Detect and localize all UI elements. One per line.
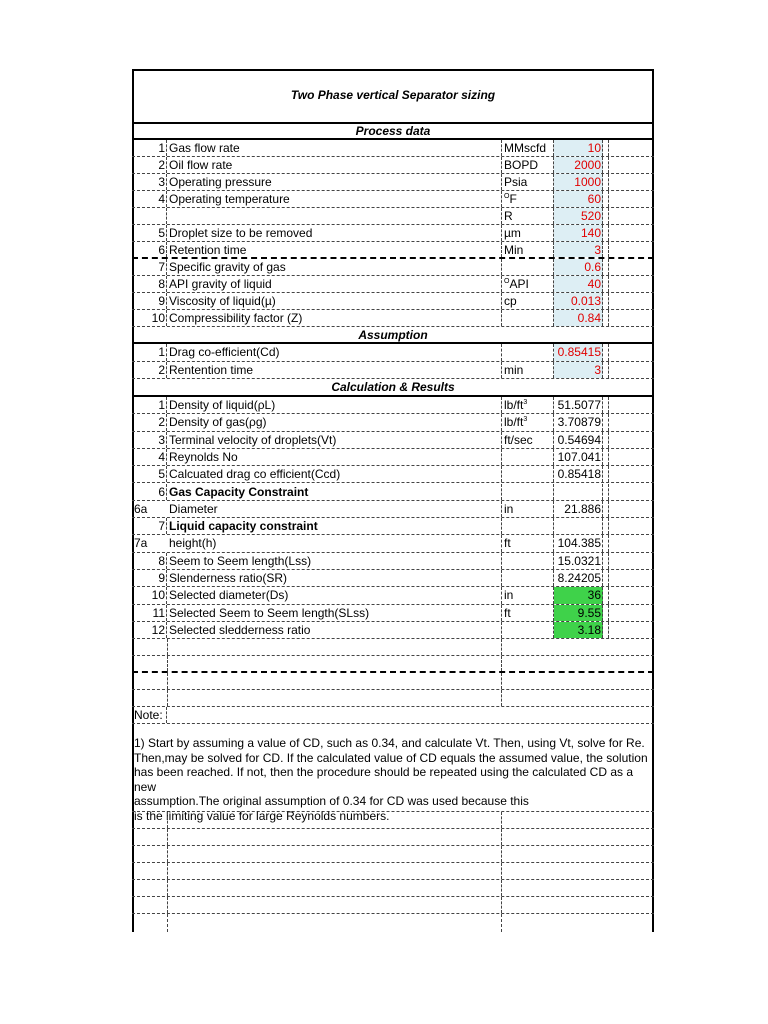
cell-spacer xyxy=(603,535,609,551)
row-value: 15.0321 xyxy=(554,553,603,569)
row-description: Operating pressure xyxy=(167,174,502,190)
row-number: 6a xyxy=(134,501,148,516)
row-description: Liquid capacity constraint xyxy=(167,518,502,534)
row-value: 10 xyxy=(554,140,603,156)
row-description: Selected Seem to Seem length(SLss) xyxy=(167,605,502,621)
title-row xyxy=(132,71,654,124)
row-unit xyxy=(502,362,554,379)
row-unit xyxy=(502,344,554,361)
cell-spacer xyxy=(603,518,609,534)
cell-spacer xyxy=(603,362,609,379)
row-description: Retention time xyxy=(167,242,502,257)
row-number: 10 xyxy=(134,310,167,326)
table-row xyxy=(132,225,654,242)
table-row xyxy=(132,259,654,276)
table-row xyxy=(132,432,654,449)
row-unit xyxy=(502,587,554,603)
empty-row xyxy=(132,880,654,897)
table-row xyxy=(132,466,654,483)
cell-spacer xyxy=(603,225,609,241)
row-unit xyxy=(502,466,554,482)
cell-spacer xyxy=(603,242,609,257)
row-value: 21.886 xyxy=(554,501,603,517)
row-value: 2000 xyxy=(554,157,603,173)
unit-text: Psia xyxy=(504,175,528,189)
row-description: Terminal velocity of droplets(Vt) xyxy=(167,432,502,448)
row-description: Seem to Seem length(Lss) xyxy=(167,553,502,569)
cell-spacer xyxy=(603,276,609,292)
row-unit xyxy=(502,518,554,534)
row-number: 1 xyxy=(134,140,167,156)
row-value: 520 xyxy=(554,208,603,224)
assumption-heading: Assumption xyxy=(358,328,428,342)
row-value: 0.6 xyxy=(554,259,603,275)
row-number: 10 xyxy=(134,587,167,603)
table-row xyxy=(132,242,654,259)
row-unit xyxy=(502,310,554,326)
row-value: 0.54694 xyxy=(554,432,603,448)
row-unit xyxy=(502,191,554,207)
unit-text: lb/ft xyxy=(504,398,524,412)
row-description: Oil flow rate xyxy=(167,157,502,173)
table-row xyxy=(132,570,654,587)
note-label: Note: xyxy=(134,707,167,723)
table-row xyxy=(132,157,654,174)
cell-spacer xyxy=(603,553,609,569)
table-row xyxy=(132,208,654,225)
table-row xyxy=(132,501,654,518)
row-unit xyxy=(502,535,554,551)
row-unit xyxy=(502,553,554,569)
row-unit xyxy=(502,501,554,517)
row-number: 3 xyxy=(134,432,167,448)
unit-text: API xyxy=(509,277,529,291)
row-description: Diameter xyxy=(167,501,502,517)
empty-row xyxy=(132,846,654,863)
table-row xyxy=(132,414,654,431)
empty-row xyxy=(132,656,654,673)
row-number: 7 xyxy=(134,518,167,534)
table-row xyxy=(132,276,654,293)
process-header-row xyxy=(132,124,654,140)
separator-sizing-sheet xyxy=(132,69,654,932)
table-row xyxy=(132,587,654,604)
cell-spacer xyxy=(603,293,609,309)
table-row xyxy=(132,518,654,535)
table-row xyxy=(132,449,654,466)
note-line: has been reached. If not, then the procedure should be repeated using the calculated CD as a new xyxy=(134,765,634,794)
row-unit xyxy=(502,208,554,224)
row-value: 0.84 xyxy=(554,310,603,326)
unit-text: µm xyxy=(504,226,521,240)
note-line: Then,may be solved for CD. If the calculated value of CD equals the assumed value, the solution xyxy=(134,750,648,765)
empty-row xyxy=(132,673,654,690)
row-value: 8.24205 xyxy=(554,570,603,586)
unit-text: cp xyxy=(504,294,517,308)
calc-results-heading: Calculation & Results xyxy=(331,380,455,394)
unit-exponent: 3 xyxy=(523,416,528,424)
empty-row xyxy=(132,690,654,707)
cell-spacer xyxy=(603,432,609,448)
row-number: 9 xyxy=(134,570,167,586)
empty-row xyxy=(132,639,654,656)
empty-row xyxy=(132,897,654,914)
row-unit xyxy=(502,484,554,500)
row-description: API gravity of liquid xyxy=(167,276,502,292)
unit-text: lb/ft xyxy=(504,415,524,430)
unit-text: min xyxy=(504,362,524,377)
row-unit xyxy=(502,570,554,586)
unit-text: ft xyxy=(504,605,511,620)
row-unit xyxy=(502,276,554,292)
row-description: Gas Capacity Constraint xyxy=(167,484,502,500)
row-description: Reynolds No xyxy=(167,449,502,465)
row-number: 3 xyxy=(134,174,167,190)
row-number: 4 xyxy=(134,449,167,465)
row-value: 3 xyxy=(554,362,603,379)
row-unit xyxy=(502,432,554,448)
table-row xyxy=(132,622,654,639)
table-row xyxy=(132,310,654,327)
row-number: 7a xyxy=(134,536,148,551)
empty-row xyxy=(132,863,654,880)
note-line: is the limiting value for large Reynolds numbers. xyxy=(134,808,390,823)
cell-spacer xyxy=(603,397,609,413)
row-unit xyxy=(502,397,554,413)
table-row xyxy=(132,535,654,552)
row-number: 12 xyxy=(134,622,167,638)
row-unit xyxy=(502,225,554,241)
row-unit xyxy=(502,140,554,156)
cell-spacer xyxy=(603,414,609,430)
row-unit xyxy=(502,174,554,190)
row-value: 3.18 xyxy=(554,622,603,638)
row-number: 8 xyxy=(134,276,167,292)
process-data-heading: Process data xyxy=(355,124,431,138)
cell-spacer xyxy=(603,140,609,156)
row-description: Specific gravity of gas xyxy=(167,259,502,275)
note-paragraph-row xyxy=(132,724,654,823)
row-number: 8 xyxy=(134,553,167,569)
cell-spacer xyxy=(603,259,609,275)
unit-text: ft/sec xyxy=(504,432,533,447)
row-description: Calcuated drag co efficient(Ccd) xyxy=(167,466,502,482)
row-description: Gas flow rate xyxy=(167,140,502,156)
row-value: 1000 xyxy=(554,174,603,190)
note-row xyxy=(132,707,654,724)
row-number: 1 xyxy=(134,397,167,413)
row-description: height(h) xyxy=(167,535,502,551)
table-row xyxy=(132,191,654,208)
table-row xyxy=(132,362,654,380)
table-row xyxy=(132,605,654,622)
table-row xyxy=(132,553,654,570)
row-unit xyxy=(502,622,554,638)
row-unit xyxy=(502,259,554,275)
row-unit xyxy=(502,293,554,309)
cell-spacer xyxy=(603,484,609,500)
row-unit xyxy=(502,242,554,257)
row-number: 11 xyxy=(134,605,167,621)
row-number: 6 xyxy=(134,242,167,257)
sheet-title: Two Phase vertical Separator sizing xyxy=(290,88,496,102)
empty-row xyxy=(132,829,654,846)
row-description: Rentention time xyxy=(167,362,502,379)
row-unit xyxy=(502,414,554,430)
cell-spacer xyxy=(603,466,609,482)
unit-text: F xyxy=(509,192,517,206)
row-number: 2 xyxy=(134,362,167,379)
row-number: 4 xyxy=(134,191,167,207)
row-value xyxy=(554,518,603,534)
row-value: 140 xyxy=(554,225,603,241)
cell-spacer xyxy=(603,344,609,361)
unit-text: in xyxy=(504,588,514,603)
cell-spacer xyxy=(603,587,609,603)
row-value: 3.70879 xyxy=(554,414,603,430)
row-value: 3 xyxy=(554,242,603,257)
cell-spacer xyxy=(603,174,609,190)
row-value: 0.85415 xyxy=(554,344,603,361)
row-value: 40 xyxy=(554,276,603,292)
note-line: 1) Start by assuming a value of CD, such as 0.34, and calculate Vt. Then, using Vt, solve for Re. xyxy=(134,736,645,750)
row-description: Viscosity of liquid(µ) xyxy=(167,293,502,309)
row-description: Selected sledderness ratio xyxy=(167,622,502,638)
row-value xyxy=(554,484,603,500)
cell-spacer xyxy=(603,157,609,173)
row-description xyxy=(167,208,502,224)
table-row xyxy=(132,397,654,414)
row-value: 0.85418 xyxy=(554,466,603,482)
row-value: 51.5077 xyxy=(554,397,603,413)
empty-row xyxy=(132,812,654,829)
row-description: Density of gas(ρg) xyxy=(167,414,502,430)
unit-text: MMscfd xyxy=(504,141,546,155)
note-paragraph xyxy=(134,736,650,824)
row-description: Slenderness ratio(SR) xyxy=(167,570,502,586)
cell-spacer xyxy=(603,310,609,326)
row-description: Selected diameter(Ds) xyxy=(167,587,502,603)
unit-text: in xyxy=(504,501,514,516)
row-unit xyxy=(502,449,554,465)
cell-spacer xyxy=(603,501,609,517)
row-number: 5 xyxy=(134,225,167,241)
assumption-header-row xyxy=(132,327,654,344)
row-number: 9 xyxy=(134,293,167,309)
unit-exponent: 3 xyxy=(523,399,528,406)
cell-spacer xyxy=(603,449,609,465)
cell-spacer xyxy=(603,570,609,586)
table-row xyxy=(132,140,654,157)
table-row xyxy=(132,293,654,310)
row-value: 60 xyxy=(554,191,603,207)
cell-spacer xyxy=(603,208,609,224)
row-unit xyxy=(502,605,554,621)
row-description: Droplet size to be removed xyxy=(167,225,502,241)
row-value: 36 xyxy=(554,587,603,603)
row-description: Operating temperature xyxy=(167,191,502,207)
unit-degree-sup: O xyxy=(504,193,510,200)
cell-spacer xyxy=(603,605,609,621)
table-row xyxy=(132,174,654,191)
row-value: 104.385 xyxy=(554,535,603,551)
row-number: 5 xyxy=(134,466,167,482)
row-number: 7 xyxy=(134,259,167,275)
unit-text: Min xyxy=(504,243,524,257)
note-line: assumption.The original assumption of 0.34 for CD was used because this xyxy=(134,794,529,809)
row-description: Drag co-efficient(Cd) xyxy=(167,344,502,361)
table-row xyxy=(132,484,654,501)
unit-degree-sup: O xyxy=(504,278,510,285)
row-number: 2 xyxy=(134,414,167,430)
row-description: Compressibility factor (Z) xyxy=(167,310,502,326)
row-value: 107.041 xyxy=(554,449,603,465)
row-value: 0.013 xyxy=(554,293,603,309)
unit-text: R xyxy=(504,209,513,223)
unit-text: BOPD xyxy=(504,158,539,172)
row-number: 1 xyxy=(134,344,167,361)
row-number: 6 xyxy=(134,484,167,500)
empty-row xyxy=(132,914,654,932)
row-number: 2 xyxy=(134,157,167,173)
row-number xyxy=(134,208,167,224)
table-row xyxy=(132,344,654,362)
row-unit xyxy=(502,157,554,173)
calc-header-row xyxy=(132,379,654,397)
cell-spacer xyxy=(603,622,609,638)
row-description: Density of liquid(ρL) xyxy=(167,397,502,413)
unit-text: ft xyxy=(504,536,511,551)
cell-spacer xyxy=(603,191,609,207)
row-value: 9.55 xyxy=(554,605,603,621)
